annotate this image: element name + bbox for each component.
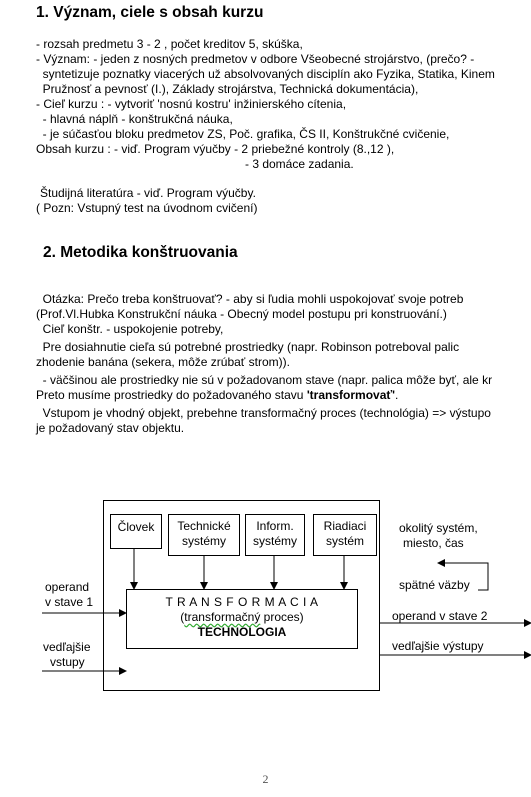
- input-side-label-2: vstupy: [50, 655, 85, 669]
- text-line: je požadovaný stav objektu.: [36, 421, 185, 435]
- transform-subtitle: [127, 610, 357, 625]
- transform-title: T R A N S F O R M A C I A: [165, 595, 319, 609]
- text-line: - je súčasťou bloku predmetov ZS, Poč. grafika, ČS II, Konštrukčné cvičenie,: [36, 127, 450, 141]
- section-1-title: 1. Význam, ciele s obsah kurzu: [36, 4, 264, 21]
- emphasis-transformovat: 'transformovať': [306, 388, 395, 402]
- input-operand-label-2: v stave 1: [45, 595, 94, 609]
- env-label-1: okolitý systém,: [399, 521, 478, 535]
- feedback-label: spätné väzby: [399, 578, 470, 592]
- box-inform-label: Inform. systémy: [252, 519, 297, 548]
- text-line: Obsah kurzu : - viď. Program výučby - 2 priebežné kontroly (8.,12 ),: [36, 142, 395, 156]
- transform-subtitle-word: transformačný: [184, 610, 261, 624]
- input-side-label-1: vedľajšie: [43, 640, 91, 654]
- output-side-label: vedľajšie výstupy: [392, 639, 484, 653]
- page-number: 2: [262, 772, 269, 786]
- box-technicke-systemy: [168, 514, 240, 556]
- box-riadiaci-label: Riadiaci systém: [323, 519, 367, 548]
- text-line: syntetizuje poznatky viacerých už absolvovaných disciplín ako Fyzika, Statika, Kinem: [36, 67, 495, 81]
- env-label-2: miesto, čas: [403, 536, 464, 550]
- text-line: - väčšinou ale prostriedky nie sú v požadovanom stave (napr. palica môže byť, ale kr: [36, 373, 493, 387]
- text-line: Pre dosiahnutie cieľa sú potrebné prostriedky (napr. Robinson potreboval palic: [36, 340, 460, 354]
- box-riadiaci-system: [313, 514, 377, 556]
- text-line: Vstupom je vhodný objekt, prebehne transformačný proces (technológia) => výstupo: [36, 406, 491, 420]
- text-span: .: [394, 388, 399, 402]
- box-technicke-label: Technické systémy: [177, 519, 231, 548]
- text-line: - Význam: - jeden z nosných predmetov v odbore Všeobecné strojárstvo, (prečo? -: [36, 52, 475, 66]
- pretest-note: ( Pozn: Vstupný test na úvodnom cvičení): [36, 201, 258, 215]
- feedback-bracket: [468, 563, 488, 590]
- output-operand-label: operand v stave 2: [392, 609, 488, 623]
- text-line: - rozsah predmetu 3 - 2 , počet kreditov 5, skúška,: [36, 37, 303, 51]
- paren-close: proces): [260, 610, 304, 624]
- text-line: Pružnosť a pevnosť (I.), Základy strojárstva, Technická dokumentácia),: [36, 82, 419, 96]
- transformation-box: [126, 589, 358, 649]
- text-line: (Prof.Vl.Hubka Konstrukční náuka - Obecný model postupu pri konstruování.): [36, 307, 447, 321]
- text-line: - 3 domáce zadania.: [245, 157, 354, 171]
- section-2-title: 2. Metodika konštruovania: [43, 244, 238, 261]
- text-span: Preto musíme prostriedky do požadovaného stavu: [36, 388, 307, 402]
- box-inform-systemy: [245, 514, 305, 556]
- input-operand-label-1: operand: [45, 580, 90, 594]
- text-line: - Cieľ kurzu : - vytvoriť 'nosnú kostru' inžinierského cítenia,: [36, 97, 347, 111]
- box-clovek: [110, 514, 162, 549]
- text-line: Otázka: Prečo treba konštruovať? - aby si ľudia mohli uspokojovať svoje potreb: [36, 292, 464, 306]
- text-line: Cieľ konštr. - uspokojenie potreby,: [36, 322, 224, 336]
- technology-label: TECHNOLOGIA: [197, 625, 287, 639]
- literature-line: Študijná literatúra - viď. Program výučby.: [40, 186, 256, 200]
- text-line: - hlavná náplň - konštrukčná náuka,: [36, 112, 233, 126]
- text-line: zhodenie banána (sekera, môže zrúbať strom)).: [36, 355, 290, 369]
- paren-open: (: [180, 610, 185, 624]
- box-clovek-label: Človek: [117, 520, 155, 534]
